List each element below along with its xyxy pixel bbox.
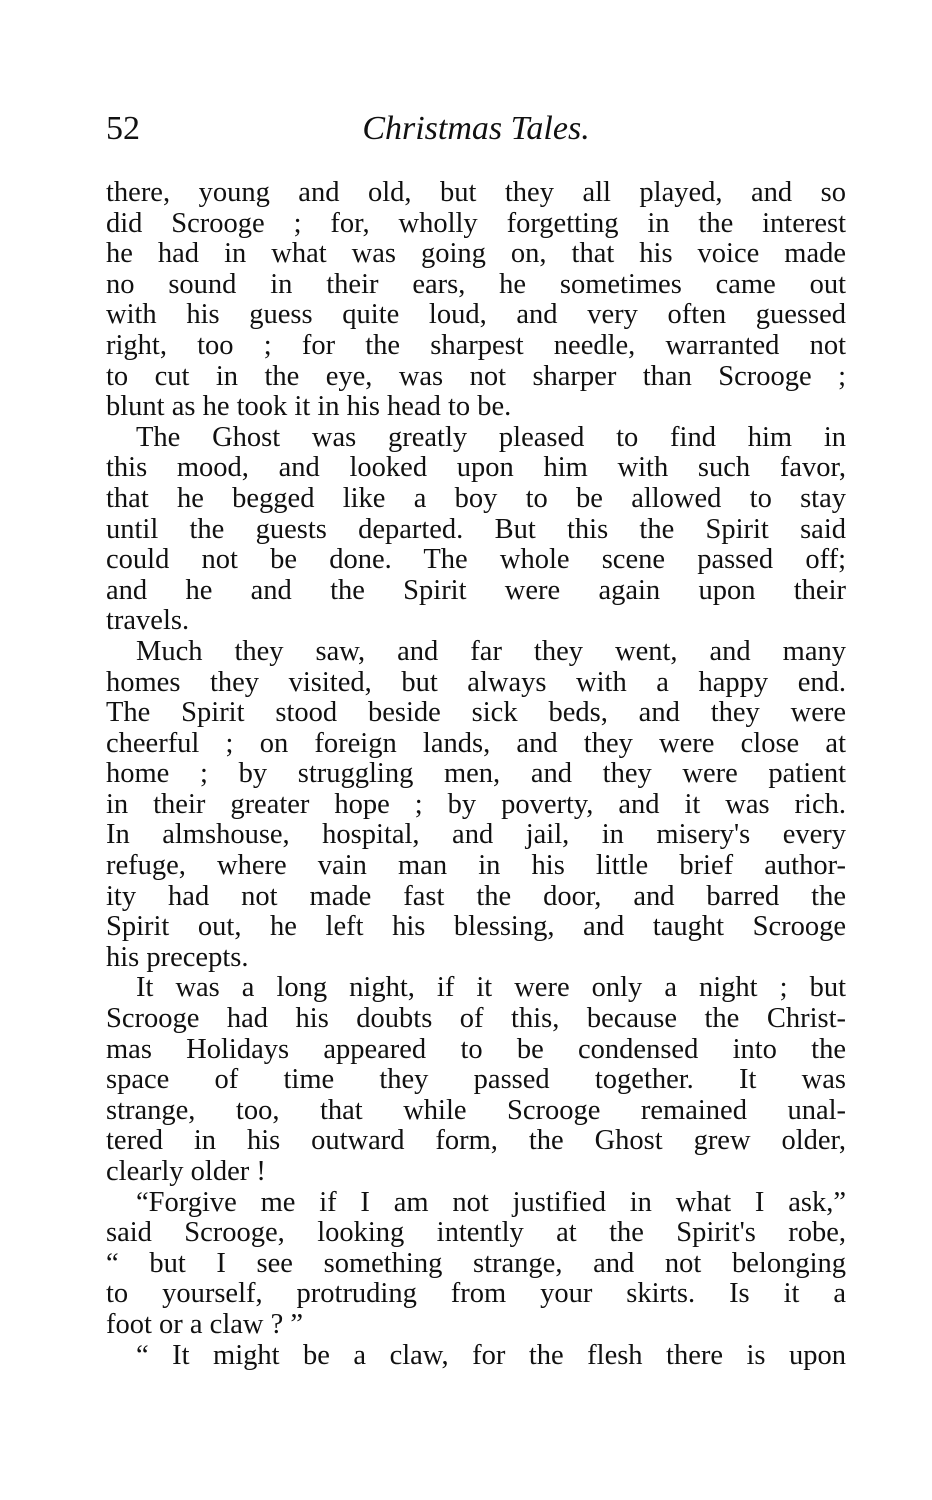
text-line: The Ghost was greatly pleased to find him in — [136, 421, 846, 453]
text-line: foot or a claw ? ” — [106, 1308, 304, 1340]
text-line: Spirit out, he left his blessing, and taught Scrooge — [106, 911, 846, 943]
text-line: In almshouse, hospital, and jail, in misery's every — [106, 819, 846, 851]
text-line: cheerful ; on foreign lands, and they were close at — [106, 727, 846, 759]
text-line: strange, too, that while Scrooge remained unal- — [106, 1094, 846, 1126]
text-line: clearly older ! — [106, 1156, 266, 1187]
text-line: space of time they passed together. It was — [106, 1064, 846, 1096]
body-text — [106, 178, 846, 1371]
running-title: Christmas Tales. — [362, 110, 590, 147]
text-line: he had in what was going on, that his voice made — [106, 238, 846, 270]
paragraph — [106, 973, 846, 1187]
text-line: in their greater hope ; by poverty, and it was rich. — [106, 788, 846, 820]
text-line: It was a long night, if it were only a night ; but — [136, 972, 846, 1004]
text-line: right, too ; for the sharpest needle, warranted not — [106, 329, 846, 361]
text-line: this mood, and looked upon him with such favor, — [106, 452, 846, 484]
text-line: tered in his outward form, the Ghost grew older, — [106, 1125, 846, 1157]
paragraph — [106, 423, 846, 637]
text-line: said Scrooge, looking intently at the Spirit's robe, — [106, 1217, 846, 1249]
text-line: The Spirit stood beside sick beds, and they were — [106, 697, 846, 729]
text-line: to cut in the eye, was not sharper than Scrooge ; — [106, 360, 846, 392]
text-line: “ but I see something strange, and not belonging — [106, 1247, 846, 1279]
text-line: that he begged like a boy to be allowed to stay — [106, 482, 846, 514]
text-line: homes they visited, but always with a happy end. — [106, 666, 846, 698]
text-line: “Forgive me if I am not justified in what I ask,” — [136, 1186, 846, 1218]
page-number: 52 — [106, 110, 140, 147]
text-line: his precepts. — [106, 941, 249, 973]
text-line: no sound in their ears, he sometimes came out — [106, 268, 846, 300]
text-line: Much they saw, and far they went, and many — [136, 635, 846, 667]
text-line: there, young and old, but they all played, and so — [106, 177, 846, 208]
text-line: to yourself, protruding from your skirts. Is it a — [106, 1278, 846, 1310]
text-line: did Scrooge ; for, wholly forgetting in the interest — [106, 207, 846, 239]
text-line: blunt as he took it in his head to be. — [106, 391, 512, 423]
text-line: home ; by struggling men, and they were patient — [106, 758, 846, 790]
text-line: could not be done. The whole scene passed off; — [106, 544, 846, 576]
text-line: until the guests departed. But this the Spirit said — [106, 513, 846, 545]
text-line: Scrooge had his doubts of this, because the Christ- — [106, 1003, 846, 1035]
paragraph — [106, 1341, 846, 1372]
paragraph — [106, 637, 846, 974]
text-line: and he and the Spirit were again upon their — [106, 574, 846, 606]
paragraph — [106, 1188, 846, 1341]
text-line: mas Holidays appeared to be condensed into the — [106, 1033, 846, 1065]
text-line: “ It might be a claw, for the flesh there is upon — [136, 1339, 846, 1371]
text-line: ity had not made fast the door, and barred the — [106, 880, 846, 912]
paragraph — [106, 178, 846, 423]
text-line: travels. — [106, 605, 190, 637]
page-header — [106, 104, 846, 154]
text-line: refuge, where vain man in his little brief author- — [106, 850, 846, 882]
text-line: with his guess quite loud, and very often guessed — [106, 299, 846, 331]
